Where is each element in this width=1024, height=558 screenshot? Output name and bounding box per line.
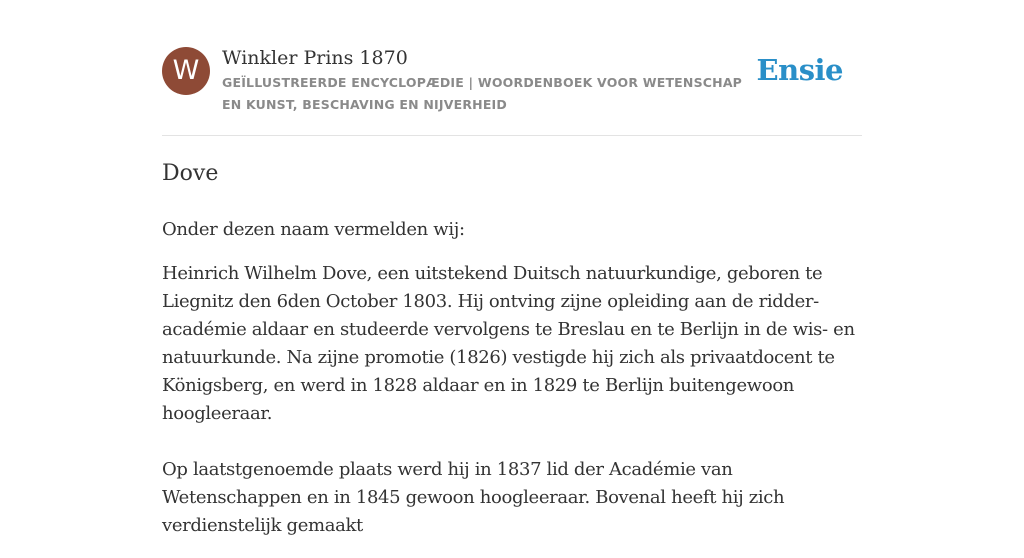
article-paragraph-biography: Heinrich Wilhelm Dove, een uitstekend Duitsch natuurkundige, geboren te Liegnitz den 6den October 1803. Hij ontving zijne opleiding aan de ridder-académie aldaar en studeerde vervolgens te Breslau en te Berlijn in de wis- en natuurkunde. Na zijne promotie (1826) vestigde hij zich als privaatdocent te Königsberg, en werd in 1828 aldaar en in 1829 te Berlijn buitengewoon hoogleeraar. [162,263,855,424]
header-divider [162,135,862,136]
source-header [162,46,862,116]
article-content [162,156,862,558]
article-paragraph-career: Op laatstgenoemde plaats werd hij in 1837 lid der Académie van Wetenschappen en in 1845 gewoon hoogleeraar. Bovenal heeft hij zich verdienstelijk gemaakt [162,459,785,536]
ensie-logo-link[interactable]: Ensie [756,53,843,87]
source-subtitle: GEÏLLUSTREERDE ENCYCLOPÆDIE | WOORDENBOEK VOOR WETENSCHAP EN KUNST, BESCHAVING EN NIJVERHEID [222,75,743,112]
source-avatar[interactable]: W [162,47,210,95]
article-title: Dove [162,161,219,186]
article-paragraph-intro: Onder dezen naam vermelden wij: [162,219,465,240]
source-title[interactable]: Winkler Prins 1870 [222,47,408,69]
